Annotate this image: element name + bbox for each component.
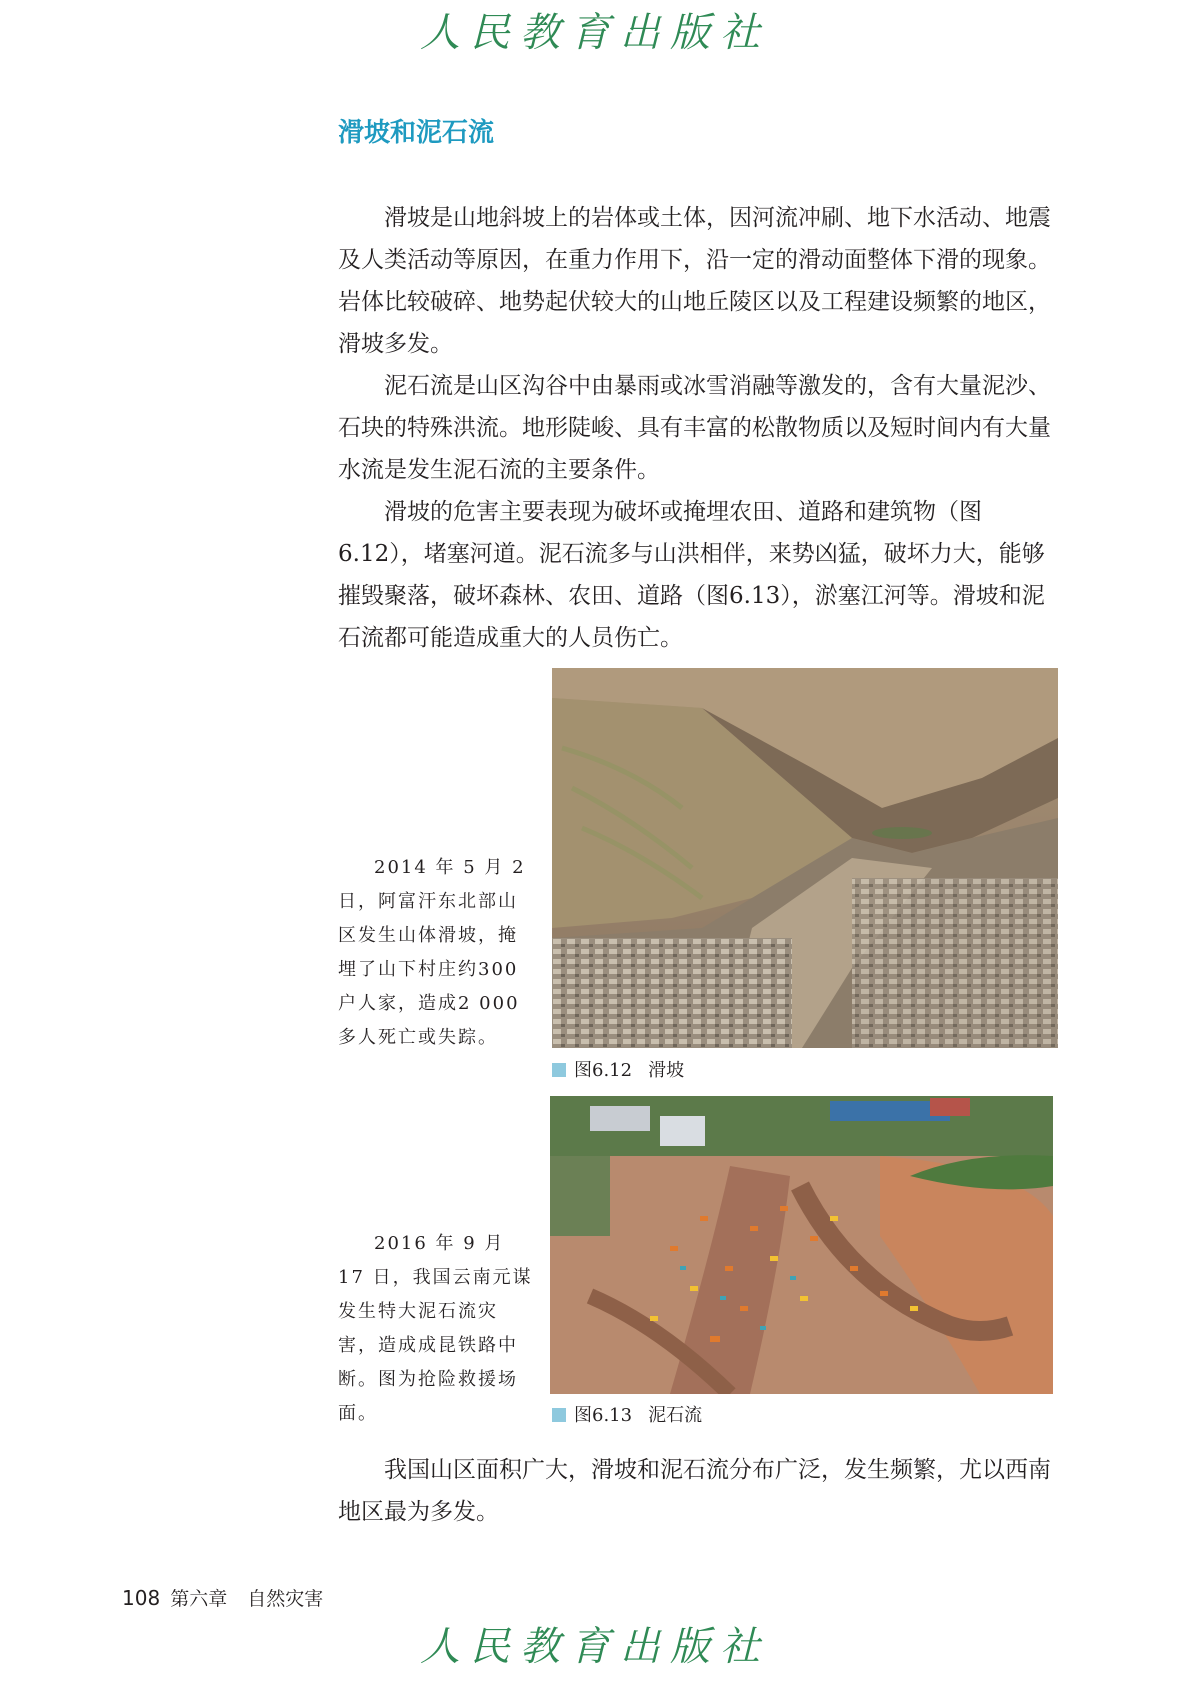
figure-marker-icon <box>552 1408 566 1422</box>
figure-number: 图6.12 <box>574 1060 633 1081</box>
page-number: 108 <box>122 1586 161 1610</box>
figure-6-13-caption: 2016 年 9 月 17 日，我国云南元谋发生特大泥石流灾害，造成成昆铁路中断。图为抢险救援场面。 <box>338 1233 533 1424</box>
figure-6-12-label <box>552 1059 684 1083</box>
paragraph-china-distribution: 我国山区面积广大，滑坡和泥石流分布广泛，发生频繁，尤以西南地区最为多发。 <box>338 1457 1051 1525</box>
figure-marker-icon <box>552 1063 566 1077</box>
publisher-logo-top: 人民教育出版社 <box>420 10 770 56</box>
paragraph-debris-flow-definition: 泥石流是山区沟谷中由暴雨或冰雪消融等激发的，含有大量泥沙、石块的特殊洪流。地形陡峻、具有丰富的松散物质以及短时间内有大量水流是发生泥石流的主要条件。 <box>338 373 1051 483</box>
section-title: 滑坡和泥石流 <box>338 118 495 148</box>
debris-flow-photo <box>550 1096 1053 1394</box>
figure-6-12-caption: 2014 年 5 月 2 日，阿富汗东北部山区发生山体滑坡，掩埋了山下村庄约300户人家，造成2 000 多人死亡或失踪。 <box>338 857 526 1048</box>
landslide-photo <box>552 668 1058 1048</box>
figure-title: 泥石流 <box>648 1405 703 1426</box>
page-footer <box>122 1586 323 1611</box>
figure-6-13-label <box>552 1404 702 1428</box>
publisher-logo-bottom: 人民教育出版社 <box>420 1624 770 1670</box>
chapter-title: 自然灾害 <box>247 1588 324 1610</box>
figure-number: 图6.13 <box>574 1405 633 1426</box>
chapter-number: 第六章 <box>170 1588 228 1610</box>
figure-title: 滑坡 <box>648 1060 685 1081</box>
paragraph-hazards: 滑坡的危害主要表现为破坏或掩埋农田、道路和建筑物（图6.12），堵塞河道。泥石流多与山洪相伴，来势凶猛，破坏力大，能够摧毁聚落，破坏森林、农田、道路（图6.13），淤塞江河等。滑坡和泥石流都可能造成重大的人员伤亡。 <box>338 499 1045 651</box>
paragraph-landslide-definition: 滑坡是山地斜坡上的岩体或土体，因河流冲刷、地下水活动、地震及人类活动等原因，在重力作用下，沿一定的滑动面整体下滑的现象。岩体比较破碎、地势起伏较大的山地丘陵区以及工程建设频繁的地区，滑坡多发。 <box>338 205 1051 357</box>
